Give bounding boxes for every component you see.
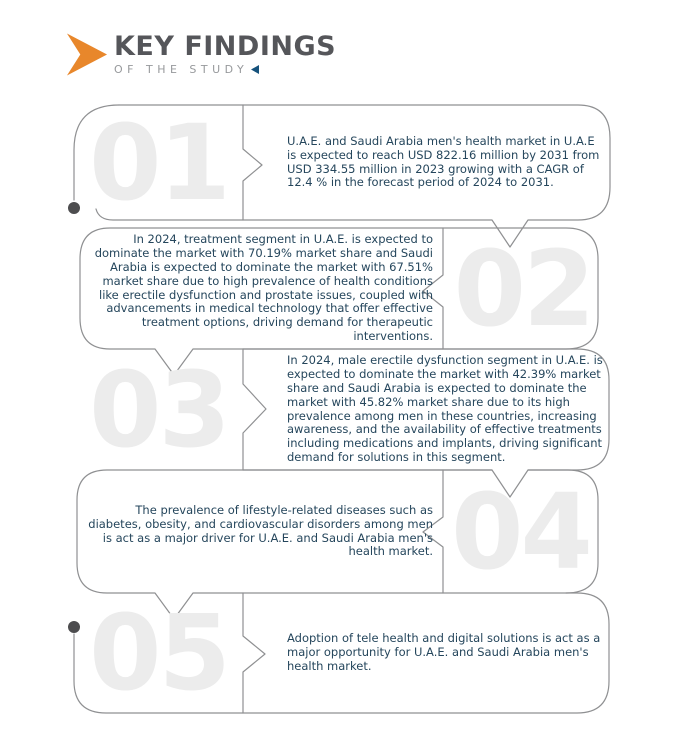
finding-5-text: Adoption of tele health and digital solutions is act as a major opportunity for U.A.E. and Saudi Arabia men's health market. bbox=[287, 631, 601, 673]
page-title: KEY FINDINGS bbox=[114, 31, 337, 62]
finding-5-bubble bbox=[287, 593, 607, 713]
finding-2-text: In 2024, treatment segment in U.A.E. is expected to dominate the market with 70.19% market share and Saudi Arabia is expected to dominate the market with 67.51% market share due to high prevalence of health conditions like erectile dysfunction and prostate issues, coupled with advancements in medical technology that offer effective treatment options, driving demand for therapeutic interventions. bbox=[94, 232, 433, 343]
finding-1-number: 01 bbox=[89, 101, 228, 224]
finding-4-bubble bbox=[83, 470, 433, 593]
bubble-3-divider-notch bbox=[243, 349, 266, 470]
finding-2-number: 02 bbox=[453, 227, 593, 350]
finding-3-text: In 2024, male erectile dysfunction segment in U.A.E. is expected to dominate the market with 42.39% market share and Saudi Arabia is expected to dominate the market with 45.82% market share due to its high prevalence among men in these countries, increasing awareness, and the availability of effective treatments including medications and implants, driving significant demand for solutions in this segment. bbox=[287, 353, 603, 464]
finding-1-text: U.A.E. and Saudi Arabia men's health market in U.A.E is expected to reach USD 822.16 million by 2031 from USD 334.55 million in 2023 growing with a CAGR of 12.4 % in the forecast period of 2024 to 2031. bbox=[287, 133, 600, 190]
page-subtitle: OF THE STUDY bbox=[114, 63, 249, 77]
finding-4-text: The prevalence of lifestyle-related diseases such as diabetes, obesity, and cardiovascular disorders among men is act as a major driver for U.A.E. and Saudi Arabia men's health market. bbox=[88, 502, 433, 559]
finding-3-bubble bbox=[287, 349, 607, 470]
finding-1-bubble bbox=[287, 105, 601, 220]
finding-2-bubble bbox=[83, 228, 433, 349]
bubble-5-divider-notch bbox=[243, 593, 265, 713]
finding-5-number: 05 bbox=[89, 592, 228, 714]
finding-3-number: 03 bbox=[89, 348, 228, 471]
finding-4-number: 04 bbox=[451, 470, 590, 593]
bubble-1-divider-notch bbox=[243, 105, 262, 220]
